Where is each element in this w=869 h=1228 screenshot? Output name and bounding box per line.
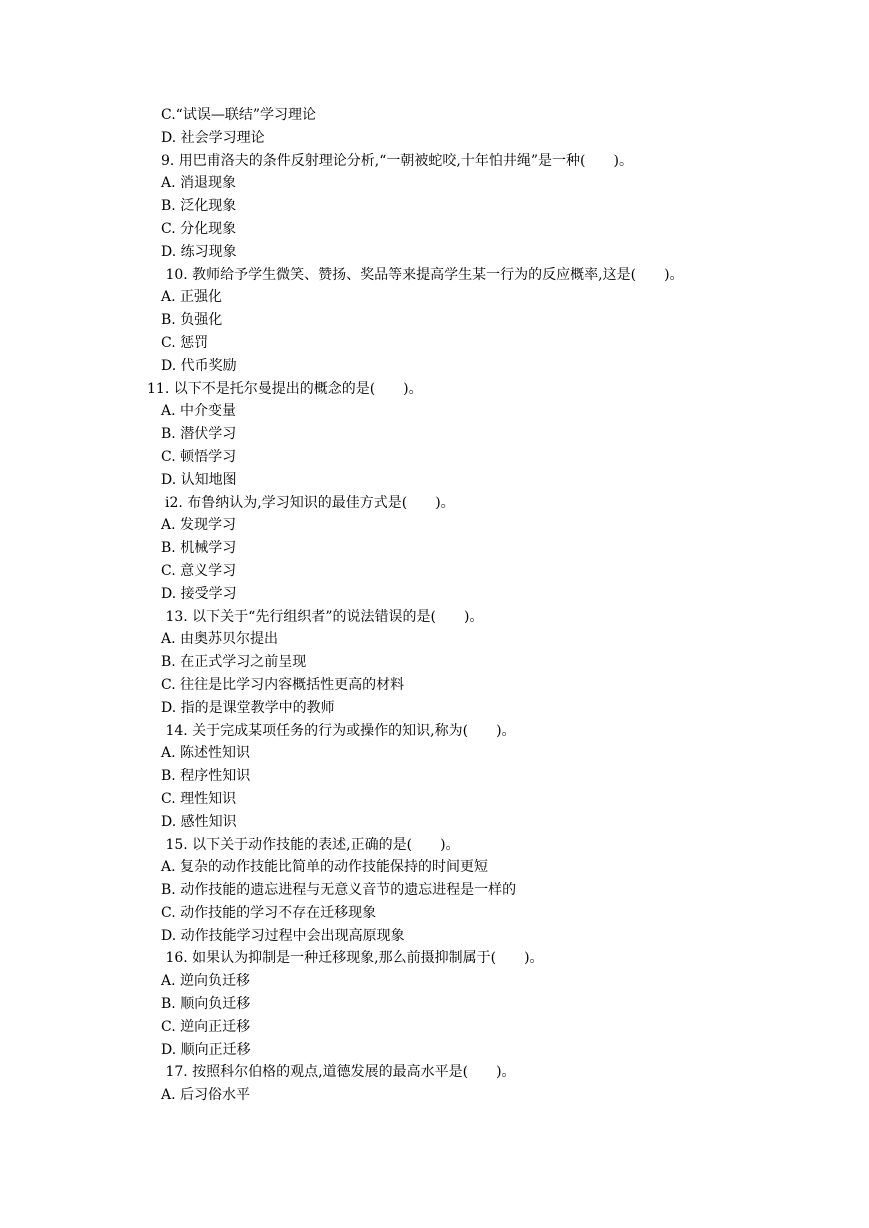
question-11: 11. 以下不是托尔曼提出的概念的是( )。 bbox=[147, 380, 423, 397]
option-b-q13: B. 在正式学习之前呈现 bbox=[161, 654, 307, 671]
option-c-q15: C. 动作技能的学习不存在迁移现象 bbox=[161, 904, 377, 921]
option-a-q12: A. 发现学习 bbox=[161, 517, 237, 534]
question-17: 17. 按照科尔伯格的观点,道德发展的最高水平是( )。 bbox=[161, 1064, 516, 1081]
option-a-q17: A. 后习俗水平 bbox=[161, 1087, 251, 1104]
option-c-q8: C.“试误—联结”学习理论 bbox=[161, 107, 316, 123]
question-16: 16. 如果认为抑制是一种迁移现象,那么前摄抑制属于( )。 bbox=[161, 950, 544, 967]
option-d-q12: D. 接受学习 bbox=[161, 585, 237, 602]
question-13: 13. 以下关于“先行组织者”的说法错误的是( )。 bbox=[161, 608, 484, 625]
option-d-q15: D. 动作技能学习过程中会出现高原现象 bbox=[161, 927, 405, 944]
question-12: i2. 布鲁纳认为,学习知识的最佳方式是( )。 bbox=[165, 494, 455, 511]
option-c-q14: C. 理性知识 bbox=[161, 790, 237, 807]
option-d-q16: D. 顺向正迁移 bbox=[161, 1041, 251, 1058]
option-b-q11: B. 潜伏学习 bbox=[161, 426, 237, 443]
option-b-q16: B. 顺向负迁移 bbox=[161, 996, 251, 1013]
option-d-q11: D. 认知地图 bbox=[161, 471, 237, 488]
question-14: 14. 关于完成某项任务的行为或操作的知识,称为( )。 bbox=[161, 722, 516, 739]
option-d-q13: D. 指的是课堂教学中的教师 bbox=[161, 699, 335, 716]
option-b-q12: B. 机械学习 bbox=[161, 540, 237, 557]
option-c-q12: C. 意义学习 bbox=[161, 562, 237, 579]
option-a-q10: A. 正强化 bbox=[161, 289, 223, 306]
option-b-q14: B. 程序性知识 bbox=[161, 768, 251, 785]
option-d-q14: D. 感性知识 bbox=[161, 813, 237, 830]
question-10: 10. 教师给予学生微笑、赞扬、奖品等来提高学生某一行为的反应概率,这是( )。 bbox=[161, 266, 684, 283]
option-c-q13: C. 往往是比学习内容概括性更高的材料 bbox=[161, 676, 405, 693]
option-c-q9: C. 分化现象 bbox=[161, 220, 237, 237]
option-c-q11: C. 顿悟学习 bbox=[161, 448, 237, 465]
option-b-q15: B. 动作技能的遗忘进程与无意义音节的遗忘进程是一样的 bbox=[161, 882, 517, 899]
option-c-q10: C. 惩罚 bbox=[161, 334, 209, 351]
option-d-q8: D. 社会学习理论 bbox=[161, 129, 265, 146]
option-a-q11: A. 中介变量 bbox=[161, 403, 237, 420]
question-9: 9. 用巴甫洛夫的条件反射理论分析,“一朝被蛇咬,十年怕井绳”是一种( )。 bbox=[161, 152, 633, 169]
option-d-q10: D. 代币奖励 bbox=[161, 357, 237, 374]
option-d-q9: D. 练习现象 bbox=[161, 243, 237, 260]
option-a-q15: A. 复杂的动作技能比简单的动作技能保持的时间更短 bbox=[161, 859, 489, 876]
option-b-q10: B. 负强化 bbox=[161, 312, 223, 329]
option-a-q13: A. 由奥苏贝尔提出 bbox=[161, 631, 279, 648]
option-a-q16: A. 逆向负迁移 bbox=[161, 973, 251, 990]
option-a-q9: A. 消退现象 bbox=[161, 175, 237, 192]
exam-question-list bbox=[0, 104, 869, 1107]
question-15: 15. 以下关于动作技能的表述,正确的是( )。 bbox=[161, 836, 460, 853]
option-c-q16: C. 逆向正迁移 bbox=[161, 1018, 251, 1035]
option-a-q14: A. 陈述性知识 bbox=[161, 745, 251, 762]
option-b-q9: B. 泛化现象 bbox=[161, 198, 237, 215]
